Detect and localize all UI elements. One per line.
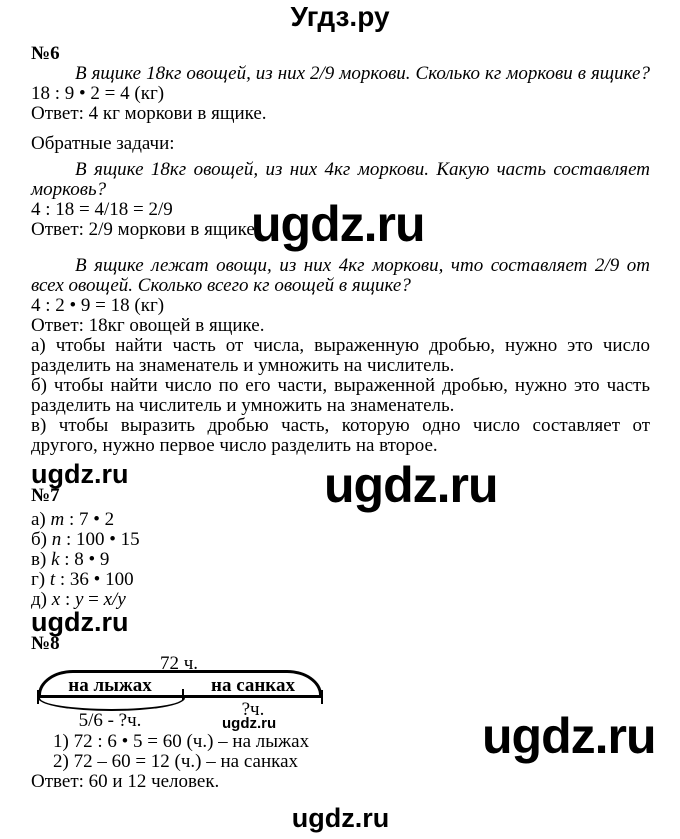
problem6-statement-1: В ящике 18кг овощей, из них 2/9 моркови. Сколько кг моркови в ящике? bbox=[75, 63, 650, 84]
problem6-rule-b: б) чтобы найти число по его части, выраженной дробью, нужно это часть разделить на числитель и умножить на знаменатель. bbox=[31, 375, 650, 416]
problem6-rule-c: в) чтобы выразить дробью часть, которую одно число составляет от другого, нужно первое число разделить на второе. bbox=[31, 415, 650, 456]
item-expression: : 36 • 100 bbox=[55, 569, 134, 590]
problem8-solution-2: 2) 72 – 60 = 12 (ч.) – на санках bbox=[53, 751, 298, 772]
watermark: ugdz.ru bbox=[291, 803, 390, 833]
item-variable: x bbox=[51, 589, 61, 610]
diagram-right-sub-label: ?ч. bbox=[241, 699, 265, 720]
item-variable: k bbox=[51, 549, 60, 570]
problem8-diagram bbox=[31, 654, 650, 732]
diagram-right-segment-label: на санках bbox=[211, 675, 295, 696]
problem7-item-g bbox=[31, 570, 650, 590]
item-label: г) bbox=[31, 569, 50, 590]
item-expression: : bbox=[60, 589, 75, 610]
item-label: д) bbox=[31, 589, 52, 610]
problem6-statement-3: В ящике лежат овощи, из них 4кг моркови, что составляет 2/9 от всех овощей. Сколько всего кг овощей в ящике? bbox=[31, 255, 650, 296]
item-variable: m bbox=[50, 509, 65, 530]
watermark: ugdz.ru bbox=[31, 459, 129, 489]
item-label: б) bbox=[31, 529, 52, 550]
watermark: ugdz.ru bbox=[31, 607, 129, 637]
problem8-number: №8 bbox=[31, 633, 60, 654]
content bbox=[31, 44, 650, 832]
item-expression: : 8 • 9 bbox=[59, 549, 110, 570]
watermark: ugdz.ru bbox=[251, 196, 425, 252]
watermark: ugdz.ru bbox=[222, 715, 277, 732]
problem6-rule-a: а) чтобы найти часть от числа, выраженную дробью, нужно это число разделить на знаменатель и умножить на числитель. bbox=[31, 335, 650, 376]
problem6-answer-2: Ответ: 2/9 моркови в ящике. bbox=[31, 219, 260, 240]
item-label: а) bbox=[31, 509, 51, 530]
diagram-left-segment-label: на лыжах bbox=[68, 675, 152, 696]
problem6-solution-3: 4 : 2 • 9 = 18 (кг) bbox=[31, 295, 165, 316]
diagram-left-sub-label: 5/6 - ?ч. bbox=[78, 710, 142, 731]
item-variable: t bbox=[49, 569, 56, 590]
problem6-statement-2: В ящике 18кг овощей, из них 4кг моркови. Какую часть составляет морковь? bbox=[31, 159, 650, 200]
problem6-solution-2: 4 : 18 = 4/18 = 2/9 bbox=[31, 199, 173, 220]
problem7-item-v bbox=[31, 550, 650, 570]
item-variable: x/y bbox=[103, 589, 126, 610]
problem6-answer-1: Ответ: 4 кг моркови в ящике. bbox=[31, 103, 267, 124]
problem6-number: №6 bbox=[31, 43, 60, 64]
item-variable: n bbox=[51, 529, 62, 550]
item-expression: : 7 • 2 bbox=[64, 509, 115, 530]
problem7-item-a bbox=[31, 510, 650, 530]
watermark: ugdz.ru bbox=[482, 708, 656, 764]
item-expression: : 100 • 15 bbox=[61, 529, 140, 550]
problem6-solution-1: 18 : 9 • 2 = 4 (кг) bbox=[31, 83, 165, 104]
problem6-inverse-header: Обратные задачи: bbox=[31, 133, 175, 154]
problem6-answer-3: Ответ: 18кг овощей в ящике. bbox=[31, 315, 265, 336]
watermark: ugdz.ru bbox=[324, 457, 498, 513]
item-variable: y bbox=[74, 589, 84, 610]
problem8-answer: Ответ: 60 и 12 человек. bbox=[31, 771, 220, 792]
problem7-number: №7 bbox=[31, 485, 60, 506]
problem8-solution-1: 1) 72 : 6 • 5 = 60 (ч.) – на лыжах bbox=[53, 731, 310, 752]
site-title: Угдз.ру bbox=[290, 1, 390, 32]
item-label: в) bbox=[31, 549, 52, 570]
diagram-total-label: 72 ч. bbox=[160, 653, 199, 674]
item-expression: = bbox=[83, 589, 104, 610]
problem7-item-b bbox=[31, 530, 650, 550]
